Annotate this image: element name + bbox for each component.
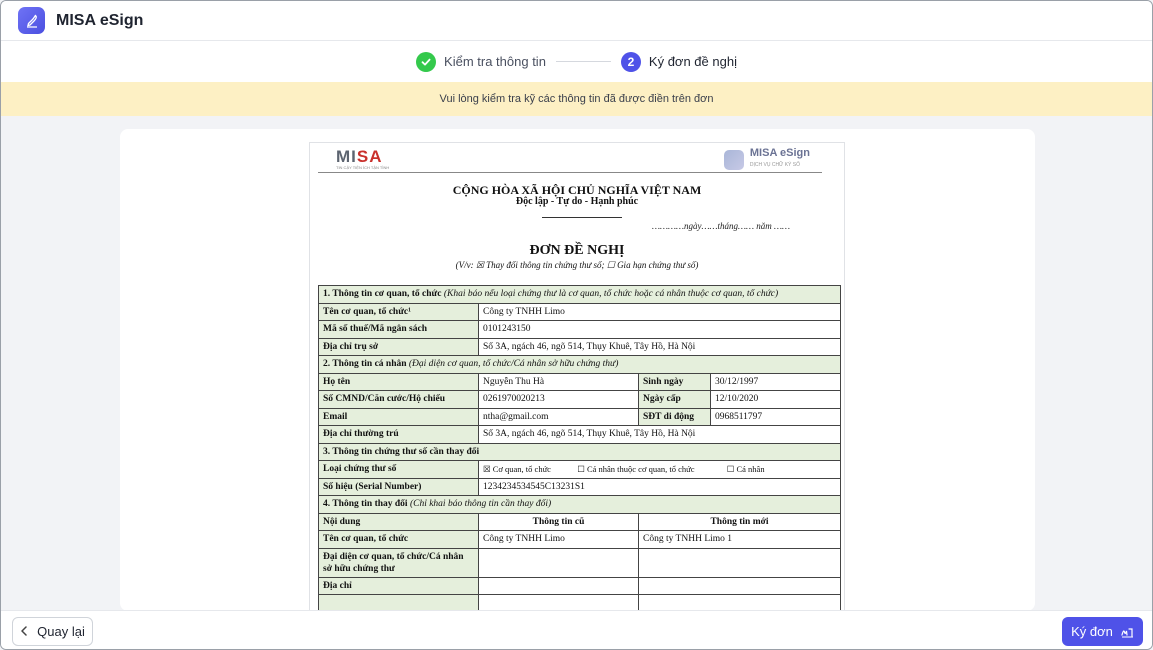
back-label: Quay lại [37, 624, 85, 639]
step-label: Ký đơn đề nghị [648, 54, 737, 69]
top-bar [1, 1, 1152, 41]
esign-logo-icon [724, 150, 744, 170]
request-form-table [318, 285, 841, 611]
table-cell [479, 595, 639, 612]
table-row [319, 513, 841, 531]
hq-address-value: Số 3A, ngách 46, ngõ 514, Thụy Khuê, Tây Hồ, Hà Nội [479, 338, 841, 356]
section-1-heading: 1. Thông tin cơ quan, tổ chức (Khai báo nếu loại chứng thư là cơ quan, tổ chức hoặc cá nhân thuộc cơ quan, tổ chức) [319, 286, 841, 304]
signature-icon [1121, 626, 1134, 638]
misa-logo: MISA [336, 147, 383, 166]
misa-tagline: TIN CẬY TIỆN ÍCH TẬN TÌNH [336, 165, 390, 170]
chevron-left-icon [20, 625, 28, 639]
column-header: Thông tin mới [639, 513, 841, 531]
esign-tagline: DỊCH VỤ CHỮ KÝ SỐ [749, 162, 801, 168]
sign-label: Ký đơn [1071, 624, 1113, 639]
field-label: Địa chỉ thường trú [319, 426, 479, 444]
table-row [319, 408, 841, 426]
old-org-value: Công ty TNHH Limo [479, 531, 639, 549]
step-label: Kiểm tra thông tin [444, 54, 546, 69]
old-rep-value [479, 548, 639, 577]
field-label: Email [319, 408, 479, 426]
new-org-value: Công ty TNHH Limo 1 [639, 531, 841, 549]
serial-value: 1234234534545C13231S1 [479, 478, 841, 496]
phone-value: 0968511797 [711, 408, 841, 426]
section-4-heading: 4. Thông tin thay đổi (Chỉ khai báo thông tin cần thay đổi) [319, 496, 841, 514]
step-sign-request[interactable] [621, 52, 737, 72]
field-label: Số CMND/Căn cước/Hộ chiếu [319, 391, 479, 409]
new-rep-value [639, 548, 841, 577]
field-label: Số hiệu (Serial Number) [319, 478, 479, 496]
dob-value: 30/12/1997 [711, 373, 841, 391]
table-row [319, 303, 841, 321]
table-row [319, 391, 841, 409]
nation-heading: CỘNG HÒA XÃ HỘI CHỦ NGHĨA VIỆT NAM [452, 183, 702, 197]
field-label [319, 595, 479, 612]
app-title: MISA eSign [56, 11, 144, 29]
field-label: SĐT di động [639, 408, 711, 426]
column-header: Nội dung [319, 513, 479, 531]
back-button[interactable] [12, 617, 93, 646]
field-label: Mã số thuế/Mã ngân sách [319, 321, 479, 339]
sign-button[interactable] [1062, 617, 1143, 646]
section-3-heading: 3. Thông tin chứng thư số cần thay đổi [319, 443, 841, 461]
form-subject: (V/v: ☒ Thay đổi thông tin chứng thư số; ☐ Gia hạn chứng thư số) [455, 260, 699, 270]
document-viewer[interactable] [120, 129, 1035, 611]
esign-logo [724, 148, 810, 171]
field-label: Ngày cấp [639, 391, 711, 409]
pen-icon [24, 13, 40, 29]
table-row [319, 356, 841, 374]
field-label: Đại diện cơ quan, tổ chức/Cá nhân sở hữu chứng thư [319, 548, 479, 577]
table-row [319, 531, 841, 549]
id-number-value: 0261970020213 [479, 391, 639, 409]
name-value: Nguyễn Thu Hà [479, 373, 639, 391]
table-row [319, 478, 841, 496]
table-row [319, 548, 841, 577]
step-check-info[interactable] [416, 52, 546, 72]
app-logo-icon [18, 7, 45, 34]
document-page [310, 143, 844, 611]
table-row [319, 373, 841, 391]
cert-type-org: ☒ Cơ quan, tổ chức [483, 463, 551, 474]
org-name-value: Công ty TNHH Limo [479, 303, 841, 321]
table-cell [639, 595, 841, 612]
table-row [319, 321, 841, 339]
notice-banner: Vui lòng kiểm tra kỹ các thông tin đã được điền trên đơn [1, 82, 1152, 116]
document-header [318, 143, 822, 173]
issue-date-value: 12/10/2020 [711, 391, 841, 409]
email-value: ntha@gmail.com [479, 408, 639, 426]
field-label: Sinh ngày [639, 373, 711, 391]
table-row [319, 426, 841, 444]
table-row [319, 595, 841, 612]
table-row [319, 461, 841, 479]
dateline: …………ngày……tháng…… năm …… [652, 221, 791, 231]
cert-type-options [479, 461, 841, 479]
cert-type-personal: ☐ Cá nhân [726, 463, 765, 474]
residence-value: Số 3A, ngách 46, ngõ 514, Thụy Khuê, Tây Hồ, Hà Nội [479, 426, 841, 444]
table-row [319, 496, 841, 514]
table-row [319, 286, 841, 304]
stepper [1, 41, 1152, 82]
step-number: 2 [621, 52, 641, 72]
table-row [319, 338, 841, 356]
motto: Độc lập - Tự do - Hạnh phúc [515, 196, 639, 207]
esign-brand: MISA eSign [749, 147, 810, 159]
new-address-value [639, 577, 841, 595]
field-label: Loại chứng thư số [319, 461, 479, 479]
field-label: Họ tên [319, 373, 479, 391]
section-2-heading: 2. Thông tin cá nhân (Đại diện cơ quan, tổ chức/Cá nhân sở hữu chứng thư) [319, 356, 841, 374]
cert-type-member: ☐ Cá nhân thuộc cơ quan, tổ chức [577, 463, 695, 474]
table-row [319, 443, 841, 461]
column-header: Thông tin cũ [479, 513, 639, 531]
table-row [319, 577, 841, 595]
field-label: Địa chỉ [319, 577, 479, 595]
field-label: Tên cơ quan, tổ chức [319, 531, 479, 549]
field-label: Địa chỉ trụ sở [319, 338, 479, 356]
field-label: Tên cơ quan, tổ chức¹ [319, 303, 479, 321]
divider [542, 217, 622, 218]
footer-bar [1, 610, 1152, 650]
form-title: ĐƠN ĐỀ NGHỊ [529, 243, 625, 258]
old-address-value [479, 577, 639, 595]
check-icon [416, 52, 436, 72]
step-connector [556, 61, 611, 62]
tax-code-value: 0101243150 [479, 321, 841, 339]
